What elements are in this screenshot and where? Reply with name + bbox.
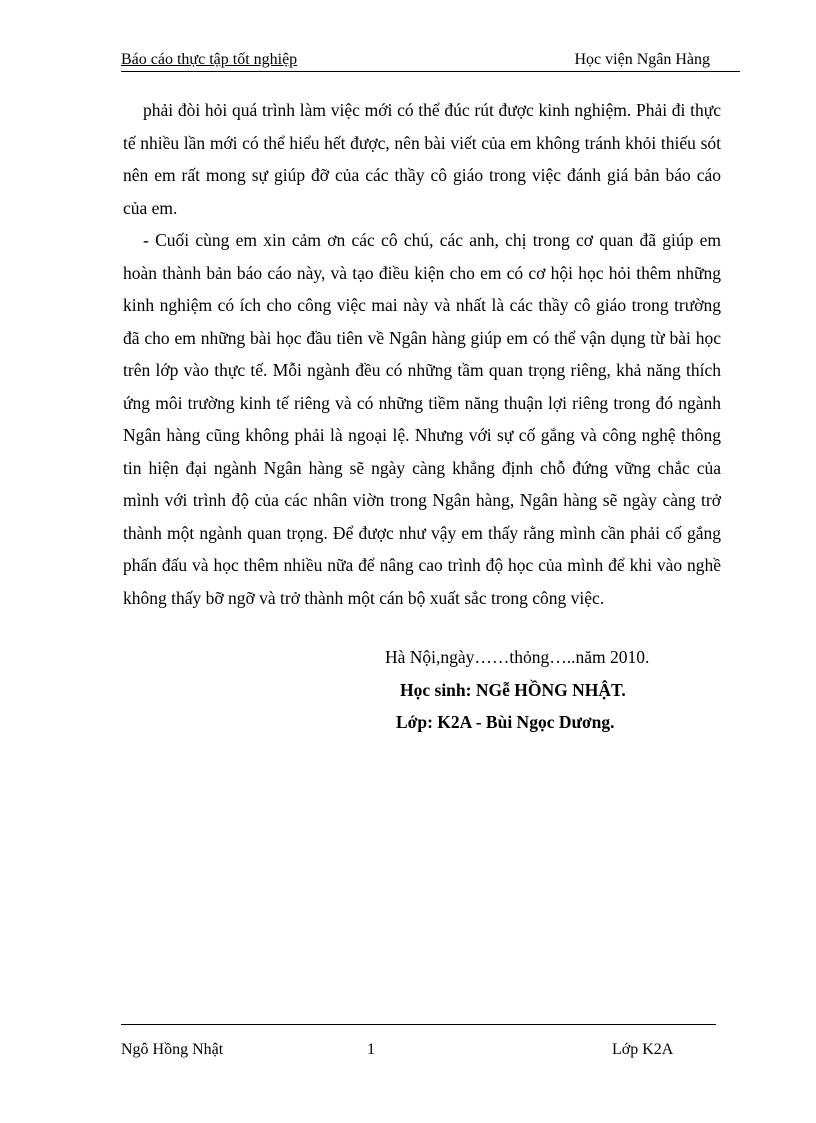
footer-page-number: 1 (367, 1041, 375, 1058)
signature-student: Học sinh: NGễ HỒNG NHẬT. (400, 680, 626, 700)
header-divider (121, 71, 740, 72)
footer-author: Ngô Hồng Nhật (121, 1041, 224, 1058)
footer-class: Lớp K2A (612, 1041, 674, 1058)
body-text (123, 94, 721, 614)
footer-divider (121, 1024, 716, 1025)
header-report-title: Báo cáo thực tập tốt nghiệp (121, 51, 298, 68)
paragraph: phải đòi hỏi quá trình làm việc mới có thể đúc rút được kinh nghiệm. Phải đi thực tế nhiều lần mới có thể hiểu hết được, nên bài viết của em không tránh khỏi thiếu sót nên em rất mong sự giúp đỡ của các thầy cô giáo trong việc đánh giá bản báo cáo của em. (123, 100, 721, 218)
page-header (121, 49, 740, 71)
paragraph: - Cuối cùng em xin cảm ơn các cô chú, các anh, chị trong cơ quan đã giúp em hoàn thành bản báo cáo này, và tạo điều kiện cho em có cơ hội học hỏi thêm những kinh nghiệm có ích cho công việc mai này và nhất là các thầy cô giáo trong trường đã cho em những bài học đầu tiên về Ngân hàng giúp em có thể vận dụng từ bài học trên lớp vào thực tế. Mỗi ngành đều có những tầm quan trọng riêng, khả năng thích ứng môi trường kinh tế riêng và có những tiềm năng thuận lợi riêng trong đó ngành Ngân hàng cũng không phải là ngoại lệ. Nhưng với sự cố gắng và công nghệ thông tin hiện đại ngành Ngân hàng sẽ ngày càng khẳng định chỗ đứng vững chắc của mình với trình độ của các nhân viờn trong Ngân hàng, Ngân hàng sẽ ngày càng trở thành một ngành quan trọng. Để được như vậy em thấy rằng mình cần phải cố gắng phấn đấu và học thêm nhiều nữa để nâng cao trình độ học của mình để khi vào nghề không thấy bỡ ngỡ và trở thành một cán bộ xuất sắc trong công việc. (123, 230, 721, 608)
signature-date: Hà Nội,ngày……thỏng…..năm 2010. (385, 647, 650, 667)
header-institution: Học viện Ngân Hàng (574, 51, 710, 68)
signature-class: Lớp: K2A - Bùi Ngọc Dương. (396, 712, 615, 732)
